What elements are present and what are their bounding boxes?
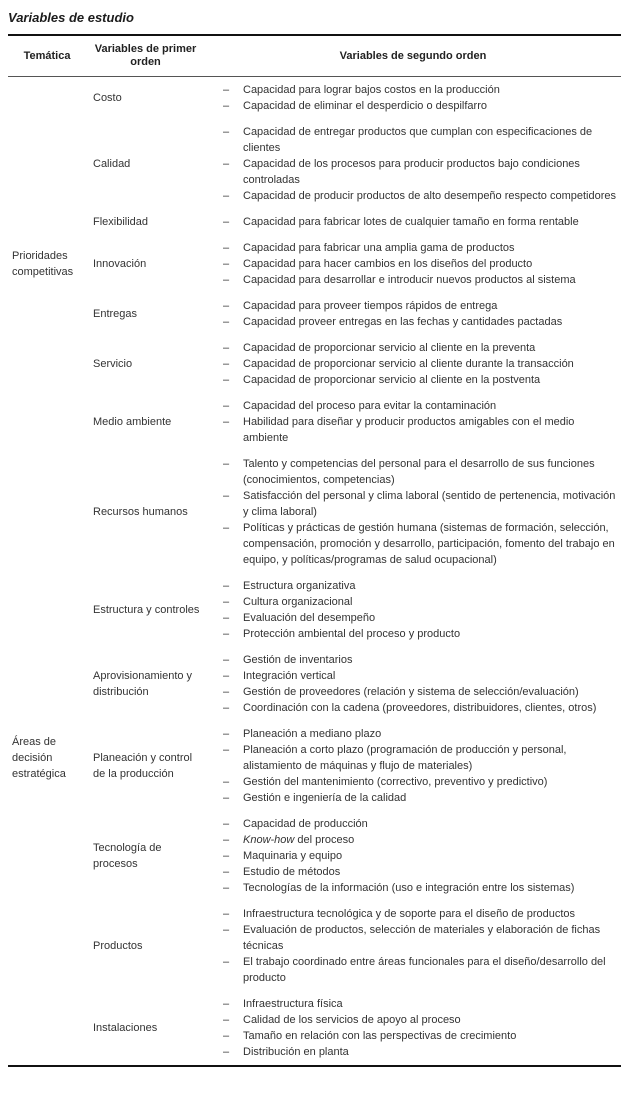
dash-bullet: – — [223, 728, 230, 740]
dash-bullet: – — [223, 956, 230, 968]
table-row — [8, 235, 621, 293]
first-order-cell: Flexibilidad — [93, 216, 149, 228]
second-order-item — [205, 742, 619, 774]
table-row — [8, 991, 621, 1066]
dash-bullet: – — [223, 416, 230, 428]
second-order-item — [205, 906, 619, 922]
second-order-item — [205, 456, 619, 488]
second-order-item — [205, 314, 619, 330]
second-order-text: Capacidad para fabricar una amplia gama de productos — [243, 242, 515, 254]
second-order-text: Capacidad de proporcionar servicio al cliente en la postventa — [243, 374, 541, 386]
second-order-item — [205, 372, 619, 388]
dash-bullet: – — [223, 654, 230, 666]
first-order-cell: Aprovisionamiento y distribución — [93, 670, 193, 698]
dash-bullet: – — [223, 242, 230, 254]
second-order-item — [205, 668, 619, 684]
dash-bullet: – — [223, 216, 230, 228]
dash-bullet: – — [223, 126, 230, 138]
dash-bullet: – — [223, 882, 230, 894]
second-order-item — [205, 240, 619, 256]
second-order-cell — [205, 647, 621, 721]
second-order-text: Satisfacción del personal y clima laboral (sentido de pertenencia, motivación y clima laboral) — [243, 490, 616, 518]
table-body — [8, 77, 621, 1067]
first-order-cell: Planeación y control de la producción — [93, 752, 193, 780]
second-order-text: El trabajo coordinado entre áreas funcionales para el diseño/desarrollo del producto — [243, 956, 606, 984]
dash-bullet: – — [223, 1046, 230, 1058]
second-order-text: Infraestructura física — [243, 998, 343, 1010]
table-title: Variables de estudio — [8, 10, 134, 25]
first-order-cell: Productos — [93, 940, 143, 952]
second-order-text: Estructura organizativa — [243, 580, 356, 592]
second-order-text: Capacidad de proporcionar servicio al cliente en la preventa — [243, 342, 536, 354]
second-order-item — [205, 848, 619, 864]
dash-bullet: – — [223, 702, 230, 714]
second-order-text: Capacidad para proveer tiempos rápidos de entrega — [243, 300, 498, 312]
dash-bullet: – — [223, 744, 230, 756]
dash-bullet: – — [223, 850, 230, 862]
second-order-item — [205, 340, 619, 356]
second-order-item — [205, 578, 619, 594]
second-order-text: Talento y competencias del personal para el desarrollo de sus funciones (conocimientos, competencias) — [243, 458, 595, 486]
second-order-item — [205, 832, 619, 848]
second-order-item — [205, 864, 619, 880]
second-order-item — [205, 684, 619, 700]
dash-bullet: – — [223, 100, 230, 112]
dash-bullet: – — [223, 776, 230, 788]
dash-bullet: – — [223, 458, 230, 470]
header-segundo-orden — [205, 35, 621, 77]
second-order-text: Know-how del proceso — [243, 834, 355, 846]
second-order-item — [205, 880, 619, 896]
second-order-item — [205, 626, 619, 642]
second-order-item — [205, 356, 619, 372]
second-order-cell — [205, 901, 621, 991]
second-order-item — [205, 954, 619, 986]
second-order-item — [205, 652, 619, 668]
dash-bullet: – — [223, 274, 230, 286]
second-order-item — [205, 414, 619, 446]
first-order-cell: Medio ambiente — [93, 416, 172, 428]
tematica-cell: Prioridades competitivas — [12, 250, 74, 278]
second-order-item — [205, 996, 619, 1012]
second-order-item — [205, 594, 619, 610]
first-order-cell: Costo — [93, 92, 122, 104]
table-row — [8, 335, 621, 393]
first-order-cell: Calidad — [93, 158, 131, 170]
second-order-text: Gestión del mantenimiento (correctivo, preventivo y predictivo) — [243, 776, 548, 788]
dash-bullet: – — [223, 358, 230, 370]
first-order-cell: Recursos humanos — [93, 506, 188, 518]
second-order-cell — [205, 451, 621, 573]
second-order-text: Estudio de métodos — [243, 866, 341, 878]
second-order-cell — [205, 293, 621, 335]
table-row — [8, 721, 621, 811]
dash-bullet: – — [223, 490, 230, 502]
table-row — [8, 209, 621, 235]
second-order-cell — [205, 991, 621, 1066]
second-order-text: Políticas y prácticas de gestión humana (sistemas de formación, selección, compensación, promoción y desarrollo, participación, fomento del trabajo en equipo, y políticas/programas de salud ocupacional) — [243, 522, 615, 566]
second-order-text: Capacidad de proporcionar servicio al cliente durante la transacción — [243, 358, 574, 370]
second-order-cell — [205, 573, 621, 647]
header-primer-orden-label: Variables de primer orden — [94, 43, 197, 68]
dash-bullet: – — [223, 316, 230, 328]
second-order-item — [205, 922, 619, 954]
second-order-item — [205, 82, 619, 98]
table-row — [8, 293, 621, 335]
dash-bullet: – — [223, 924, 230, 936]
second-order-text: Tamaño en relación con las perspectivas de crecimiento — [243, 1030, 517, 1042]
dash-bullet: – — [223, 908, 230, 920]
dash-bullet: – — [223, 300, 230, 312]
second-order-cell — [205, 811, 621, 901]
second-order-text: Evaluación del desempeño — [243, 612, 376, 624]
table-row — [8, 77, 621, 120]
second-order-item — [205, 816, 619, 832]
dash-bullet: – — [223, 866, 230, 878]
dash-bullet: – — [223, 818, 230, 830]
header-tematica — [8, 35, 86, 77]
first-order-cell: Servicio — [93, 358, 133, 370]
second-order-text: Capacidad de eliminar el desperdicio o despilfarro — [243, 100, 487, 112]
dash-bullet: – — [223, 686, 230, 698]
dash-bullet: – — [223, 580, 230, 592]
second-order-text: Capacidad de producción — [243, 818, 368, 830]
second-order-text: Capacidad de los procesos para producir productos bajo condiciones controladas — [243, 158, 580, 186]
variables-de-estudio-table — [8, 34, 621, 1067]
second-order-text: Cultura organizacional — [243, 596, 353, 608]
second-order-item — [205, 1044, 619, 1060]
second-order-text: Gestión e ingeniería de la calidad — [243, 792, 407, 804]
second-order-text: Capacidad para desarrollar e introducir nuevos productos al sistema — [243, 274, 576, 286]
table-row — [8, 393, 621, 451]
dash-bullet: – — [223, 158, 230, 170]
dash-bullet: – — [223, 400, 230, 412]
second-order-text: Tecnologías de la información (uso e integración entre los sistemas) — [243, 882, 575, 894]
second-order-text: Capacidad de entregar productos que cumplan con especificaciones de clientes — [243, 126, 593, 154]
second-order-text: Planeación a mediano plazo — [243, 728, 382, 740]
dash-bullet: – — [223, 596, 230, 608]
second-order-text: Capacidad del proceso para evitar la contaminación — [243, 400, 497, 412]
dash-bullet: – — [223, 1030, 230, 1042]
second-order-text: Capacidad proveer entregas en las fechas y cantidades pactadas — [243, 316, 563, 328]
second-order-cell — [205, 209, 621, 235]
second-order-text: Capacidad para fabricar lotes de cualquier tamaño en forma rentable — [243, 216, 579, 228]
tematica-cell: Áreas de decisión estratégica — [12, 736, 66, 780]
second-order-text: Gestión de inventarios — [243, 654, 353, 666]
header-row — [8, 35, 621, 77]
second-order-cell — [205, 119, 621, 209]
second-order-item — [205, 188, 619, 204]
dash-bullet: – — [223, 834, 230, 846]
dash-bullet: – — [223, 670, 230, 682]
header-segundo-orden-label: Variables de segundo orden — [339, 49, 487, 62]
second-order-item — [205, 610, 619, 626]
dash-bullet: – — [223, 792, 230, 804]
first-order-cell: Tecnología de procesos — [93, 842, 162, 870]
second-order-item — [205, 124, 619, 156]
dash-bullet: – — [223, 998, 230, 1010]
second-order-cell — [205, 335, 621, 393]
second-order-text: Gestión de proveedores (relación y sistema de selección/evaluación) — [243, 686, 579, 698]
second-order-item — [205, 1012, 619, 1028]
second-order-item — [205, 256, 619, 272]
dash-bullet: – — [223, 628, 230, 640]
second-order-text: Calidad de los servicios de apoyo al proceso — [243, 1014, 461, 1026]
dash-bullet: – — [223, 1014, 230, 1026]
table-row — [8, 573, 621, 647]
second-order-item — [205, 520, 619, 568]
second-order-text: Planeación a corto plazo (programación de producción y personal, alistamiento de máquinas y flujo de materiales) — [243, 744, 567, 772]
second-order-text: Habilidad para diseñar y producir productos amigables con el medio ambiente — [243, 416, 575, 444]
header-primer-orden — [86, 35, 205, 77]
first-order-cell: Instalaciones — [93, 1022, 158, 1034]
table-row — [8, 811, 621, 901]
table-row — [8, 647, 621, 721]
table-row — [8, 451, 621, 573]
first-order-cell: Entregas — [93, 308, 138, 320]
second-order-text: Maquinaria y equipo — [243, 850, 343, 862]
table-header — [8, 35, 621, 77]
first-order-cell: Innovación — [93, 258, 147, 270]
first-order-cell: Estructura y controles — [93, 604, 200, 616]
second-order-text: Integración vertical — [243, 670, 336, 682]
dash-bullet: – — [223, 258, 230, 270]
second-order-text: Infraestructura tecnológica y de soporte para el diseño de productos — [243, 908, 576, 920]
dash-bullet: – — [223, 84, 230, 96]
second-order-item — [205, 156, 619, 188]
table-row — [8, 901, 621, 991]
second-order-item — [205, 272, 619, 288]
dash-bullet: – — [223, 612, 230, 624]
second-order-item — [205, 700, 619, 716]
second-order-cell — [205, 721, 621, 811]
dash-bullet: – — [223, 342, 230, 354]
dash-bullet: – — [223, 522, 230, 534]
second-order-item — [205, 774, 619, 790]
dash-bullet: – — [223, 374, 230, 386]
second-order-text: Capacidad para hacer cambios en los diseños del producto — [243, 258, 533, 270]
second-order-item — [205, 98, 619, 114]
second-order-text: Capacidad de producir productos de alto desempeño respecto competidores — [243, 190, 617, 202]
second-order-item — [205, 488, 619, 520]
table-row — [8, 119, 621, 209]
header-tematica-label: Temática — [23, 49, 71, 62]
second-order-cell — [205, 235, 621, 293]
second-order-text: Protección ambiental del proceso y producto — [243, 628, 461, 640]
second-order-item — [205, 214, 619, 230]
second-order-text: Coordinación con la cadena (proveedores, distribuidores, clientes, otros) — [243, 702, 597, 714]
second-order-item — [205, 726, 619, 742]
second-order-text: Distribución en planta — [243, 1046, 349, 1058]
second-order-cell — [205, 77, 621, 120]
dash-bullet: – — [223, 190, 230, 202]
second-order-cell — [205, 393, 621, 451]
second-order-text: Evaluación de productos, selección de materiales y elaboración de fichas técnicas — [243, 924, 601, 952]
second-order-text: Capacidad para lograr bajos costos en la producción — [243, 84, 500, 96]
second-order-item — [205, 790, 619, 806]
second-order-item — [205, 298, 619, 314]
second-order-item — [205, 1028, 619, 1044]
second-order-item — [205, 398, 619, 414]
